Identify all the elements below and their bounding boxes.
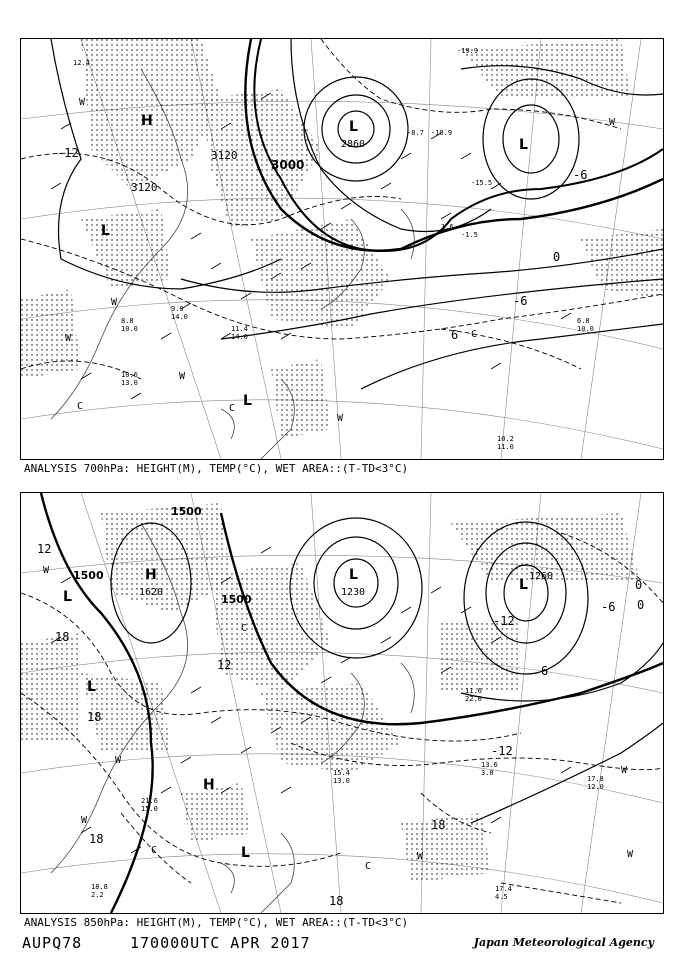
svg-text:C: C bbox=[229, 403, 236, 414]
svg-text:C: C bbox=[77, 401, 84, 412]
svg-text:13.6: 13.6 bbox=[481, 761, 498, 769]
valid-time: 170000UTC APR 2017 bbox=[130, 934, 311, 952]
svg-text:17.4: 17.4 bbox=[495, 885, 512, 893]
svg-text:9.0: 9.0 bbox=[171, 305, 184, 313]
svg-text:W: W bbox=[179, 371, 186, 382]
svg-text:W: W bbox=[81, 815, 88, 826]
svg-text:13.0: 13.0 bbox=[333, 777, 350, 785]
pressure-system-l-2860 bbox=[341, 119, 365, 150]
isotherm-label: 18 bbox=[89, 832, 104, 846]
pressure-system-l-west bbox=[101, 223, 110, 239]
height-label: 1500 bbox=[73, 569, 104, 582]
svg-text:L: L bbox=[349, 567, 358, 583]
svg-text:14.0: 14.0 bbox=[231, 333, 248, 341]
svg-text:W: W bbox=[111, 297, 118, 308]
svg-text:W: W bbox=[417, 851, 424, 862]
svg-text:1620: 1620 bbox=[139, 587, 164, 598]
isotherm-label: -6 bbox=[513, 294, 528, 308]
svg-text:L: L bbox=[101, 223, 110, 239]
svg-text:H: H bbox=[141, 113, 153, 129]
svg-text:W: W bbox=[609, 117, 616, 128]
svg-text:10.2: 10.2 bbox=[497, 435, 514, 443]
svg-text:L: L bbox=[241, 845, 250, 861]
svg-text:L: L bbox=[519, 577, 528, 593]
isotherm-label: -6 bbox=[601, 600, 616, 614]
svg-text:L: L bbox=[87, 679, 96, 695]
svg-text:-10.9: -10.9 bbox=[431, 129, 453, 137]
svg-text:15.4: 15.4 bbox=[333, 769, 350, 777]
isotherm-label: 6 bbox=[451, 328, 459, 342]
isotherm-label: -12 bbox=[57, 146, 79, 160]
isotherm-label: 0 bbox=[553, 250, 561, 264]
map-panel-700hpa bbox=[20, 38, 664, 460]
svg-text:W: W bbox=[337, 413, 344, 424]
svg-text:8.8: 8.8 bbox=[121, 317, 134, 325]
isotherm-label: 18 bbox=[55, 630, 70, 644]
svg-text:H: H bbox=[145, 567, 157, 583]
svg-text:W: W bbox=[115, 755, 122, 766]
svg-text:L: L bbox=[519, 137, 528, 153]
svg-text:12.0: 12.0 bbox=[587, 783, 604, 791]
map-850hpa-chart bbox=[21, 493, 663, 913]
pressure-system-l-south bbox=[243, 393, 252, 409]
svg-text:W: W bbox=[79, 97, 86, 108]
svg-text:C: C bbox=[151, 845, 158, 856]
svg-text:15.0: 15.0 bbox=[141, 805, 158, 813]
isotherm-label: 18 bbox=[87, 710, 102, 724]
svg-text:-1.5: -1.5 bbox=[461, 231, 478, 239]
svg-text:-8.7: -8.7 bbox=[407, 129, 424, 137]
svg-text:2.2: 2.2 bbox=[91, 891, 104, 899]
pressure-system-l-east bbox=[519, 137, 528, 153]
svg-text:10.0: 10.0 bbox=[121, 325, 138, 333]
isotherm-label: 12 bbox=[217, 658, 232, 672]
svg-text:4.5: 4.5 bbox=[495, 893, 508, 901]
svg-text:22.0: 22.0 bbox=[465, 695, 482, 703]
svg-text:3.0: 3.0 bbox=[481, 769, 494, 777]
pressure-system-h bbox=[141, 113, 153, 129]
caption-700hpa: ANALYSIS 700hPa: HEIGHT(M), TEMP(°C), WET AREA::(T-TD<3°C) bbox=[24, 462, 409, 475]
svg-text:11.6: 11.6 bbox=[465, 687, 482, 695]
height-label: 1500 bbox=[221, 593, 252, 606]
pressure-system-h-south bbox=[203, 777, 215, 793]
pressure-system-l-south bbox=[241, 845, 250, 861]
isotherm-label: 12 bbox=[37, 542, 52, 556]
svg-text:H: H bbox=[203, 777, 215, 793]
map-panel-850hpa bbox=[20, 492, 664, 914]
isotherm-label: 6 bbox=[541, 664, 549, 678]
isotherm-label: 18 bbox=[431, 818, 446, 832]
svg-text:L: L bbox=[63, 589, 72, 605]
svg-text:13.0: 13.0 bbox=[121, 379, 138, 387]
svg-text:-19.9: -19.9 bbox=[457, 47, 479, 55]
svg-text:1260: 1260 bbox=[529, 571, 554, 582]
isotherm-label: -12 bbox=[493, 614, 515, 628]
height-label: 3120 bbox=[131, 181, 158, 194]
svg-text:6.8: 6.8 bbox=[577, 317, 590, 325]
isotherm-label: 0 bbox=[635, 578, 643, 592]
height-label: 3120 bbox=[211, 149, 238, 162]
pressure-system-l-1230 bbox=[341, 567, 365, 598]
isotherm-label: 0 bbox=[637, 598, 645, 612]
svg-text:W: W bbox=[43, 565, 50, 576]
svg-text:1230: 1230 bbox=[341, 587, 366, 598]
svg-text:L: L bbox=[243, 393, 252, 409]
height-label: 3000 bbox=[271, 158, 305, 172]
isotherm-label: -6 bbox=[573, 168, 588, 182]
svg-text:11.0: 11.0 bbox=[497, 443, 514, 451]
map-700hpa-chart bbox=[21, 39, 663, 459]
isotherm-label: -12 bbox=[491, 744, 513, 758]
svg-text:10.0: 10.0 bbox=[577, 325, 594, 333]
pressure-system-l-west bbox=[63, 589, 72, 605]
isotherm-label: 18 bbox=[329, 894, 344, 908]
svg-text:10.6: 10.6 bbox=[121, 371, 138, 379]
svg-text:W: W bbox=[65, 333, 72, 344]
svg-text:21.6: 21.6 bbox=[141, 797, 158, 805]
svg-text:W: W bbox=[621, 765, 628, 776]
svg-text:C: C bbox=[241, 623, 248, 634]
svg-text:1.6: 1.6 bbox=[441, 223, 454, 231]
svg-text:2860: 2860 bbox=[341, 139, 366, 150]
height-label: 1500 bbox=[171, 505, 202, 518]
svg-text:11.4: 11.4 bbox=[231, 325, 248, 333]
svg-text:-15.5: -15.5 bbox=[471, 179, 493, 187]
svg-text:18.8: 18.8 bbox=[91, 883, 108, 891]
svg-text:12.4: 12.4 bbox=[73, 59, 90, 67]
pressure-system-l-southwest bbox=[87, 679, 96, 695]
svg-text:C: C bbox=[365, 861, 372, 872]
svg-text:17.8: 17.8 bbox=[587, 775, 604, 783]
caption-850hpa: ANALYSIS 850hPa: HEIGHT(M), TEMP(°C), WET AREA::(T-TD<3°C) bbox=[24, 916, 409, 929]
svg-text:W: W bbox=[627, 849, 634, 860]
bulletin-code: AUPQ78 bbox=[22, 934, 83, 952]
svg-text:14.0: 14.0 bbox=[171, 313, 188, 321]
svg-text:L: L bbox=[349, 119, 358, 135]
svg-text:C: C bbox=[471, 329, 478, 340]
agency-name: Japan Meteorological Agency bbox=[473, 936, 654, 949]
